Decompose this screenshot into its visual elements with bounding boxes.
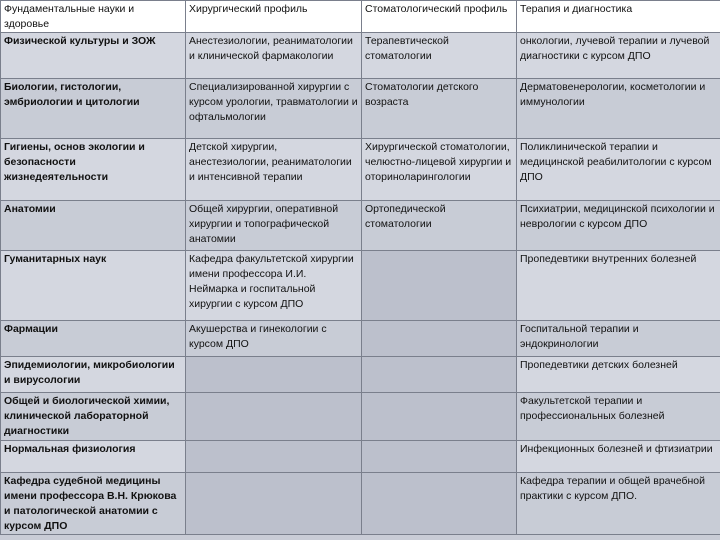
cell-fundamental: Нормальная физиология — [1, 441, 186, 473]
table-row — [1, 357, 720, 393]
cell-surgical — [186, 441, 362, 473]
header-dental: Стоматологический профиль — [362, 1, 517, 33]
cell-surgical: Специализированной хирургии с курсом урологии, травматологии и офтальмологии — [186, 79, 362, 139]
cell-fundamental: Фармации — [1, 321, 186, 357]
cell-surgical: Кафедра факультетской хирургии имени профессора И.И. Неймарка и госпитальной хирургии с курсом ДПО — [186, 251, 362, 321]
cell-therapy: онкологии, лучевой терапии и лучевой диагностики с курсом ДПО — [517, 33, 720, 79]
table-row — [1, 251, 720, 321]
cell-fundamental: Гуманитарных наук — [1, 251, 186, 321]
cell-surgical — [186, 393, 362, 441]
cell-dental — [362, 251, 517, 321]
cell-surgical — [186, 357, 362, 393]
cell-therapy: Кафедра терапии и общей врачебной практики с курсом ДПО. — [517, 473, 720, 535]
cell-surgical: Анестезиологии, реаниматологии и клинической фармакологии — [186, 33, 362, 79]
table-row — [1, 201, 720, 251]
cell-therapy: Инфекционных болезней и фтизиатрии — [517, 441, 720, 473]
cell-dental — [362, 357, 517, 393]
cell-fundamental: Гигиены, основ экологии и безопасности жизнедеятельности — [1, 139, 186, 201]
cell-dental — [362, 441, 517, 473]
cell-dental: Ортопедической стоматологии — [362, 201, 517, 251]
header-therapy: Терапия и диагностика — [517, 1, 720, 33]
cell-dental — [362, 393, 517, 441]
cell-dental: Терапевтической стоматологии — [362, 33, 517, 79]
cell-dental: Стоматологии детского возраста — [362, 79, 517, 139]
cell-dental: Хирургической стоматологии, челюстно-лицевой хирургии и оториноларингологии — [362, 139, 517, 201]
table-row — [1, 33, 720, 79]
cell-therapy: Госпитальной терапии и эндокринологии — [517, 321, 720, 357]
table-row — [1, 79, 720, 139]
cell-therapy: Пропедевтики внутренних болезней — [517, 251, 720, 321]
table-row — [1, 393, 720, 441]
cell-fundamental: Физической культуры и ЗОЖ — [1, 33, 186, 79]
header-surgical: Хирургический профиль — [186, 1, 362, 33]
header-fundamental: Фундаментальные науки и здоровье — [1, 1, 186, 33]
cell-fundamental: Анатомии — [1, 201, 186, 251]
cell-therapy: Психиатрии, медицинской психологии и неврологии с курсом ДПО — [517, 201, 720, 251]
cell-dental — [362, 321, 517, 357]
cell-fundamental: Общей и биологической химии, клинической лабораторной диагностики — [1, 393, 186, 441]
cell-surgical: Детской хирургии, анестезиологии, реаниматологии и интенсивной терапии — [186, 139, 362, 201]
table-row — [1, 139, 720, 201]
cell-surgical: Общей хирургии, оперативной хирургии и топографической анатомии — [186, 201, 362, 251]
cell-fundamental: Кафедра судебной медицины имени профессора В.Н. Крюкова и патологической анатомии с курсом ДПО — [1, 473, 186, 535]
cell-fundamental: Эпидемиологии, микробиологии и вирусологии — [1, 357, 186, 393]
table-row — [1, 441, 720, 473]
cell-therapy: Пропедевтики детских болезней — [517, 357, 720, 393]
cell-surgical — [186, 473, 362, 535]
cell-fundamental: Биологии, гистологии, эмбриологии и цитологии — [1, 79, 186, 139]
cell-therapy: Дерматовенерологии, косметологии и иммунологии — [517, 79, 720, 139]
table-row — [1, 321, 720, 357]
cell-dental — [362, 473, 517, 535]
cell-therapy: Факультетской терапии и профессиональных болезней — [517, 393, 720, 441]
cell-surgical: Акушерства и гинекологии с курсом ДПО — [186, 321, 362, 357]
cell-therapy: Поликлинической терапии и медицинской реабилитологии с курсом ДПО — [517, 139, 720, 201]
table-row — [1, 473, 720, 535]
header-row — [1, 1, 720, 33]
